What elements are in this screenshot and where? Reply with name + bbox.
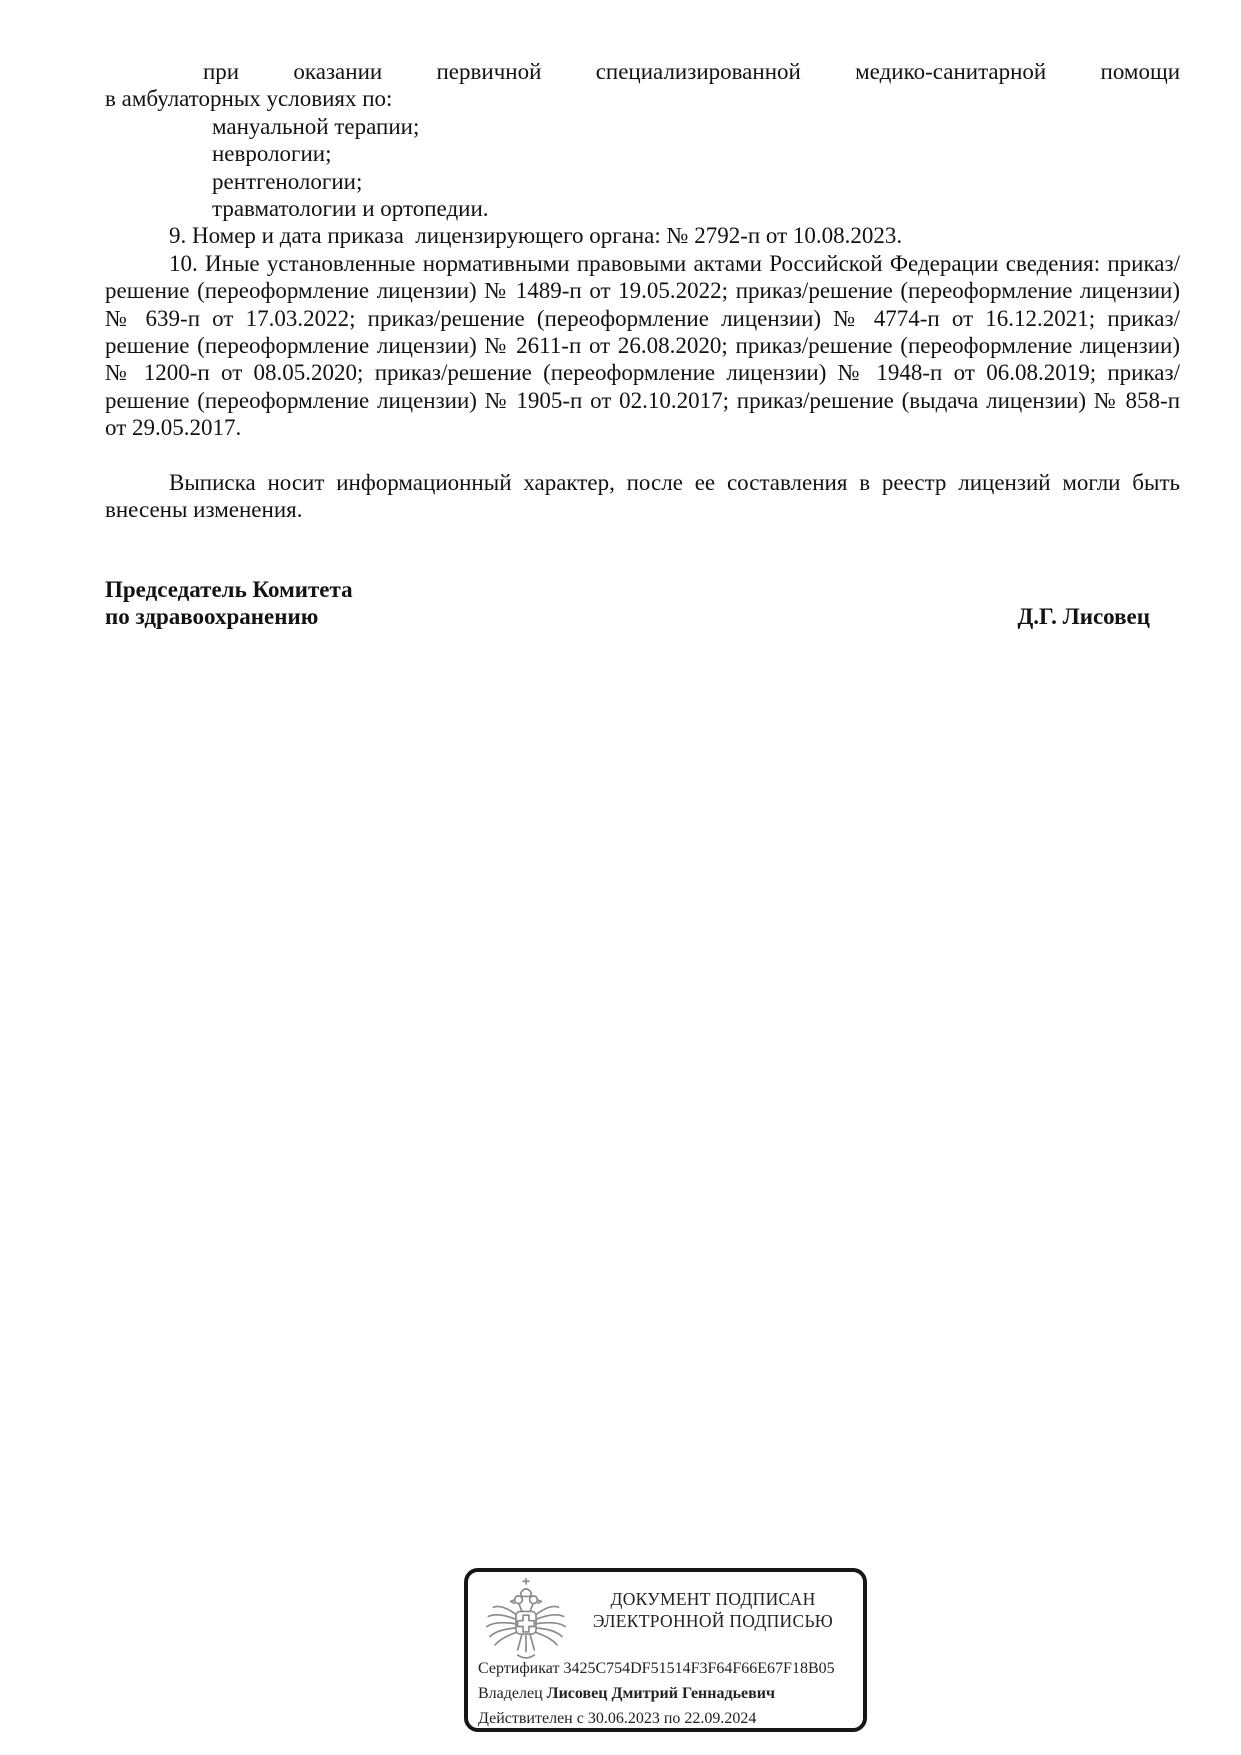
stamp-validity-line (478, 1706, 858, 1731)
validity-text: Действителен с 30.06.2023 по 22.09.2024 (478, 1710, 757, 1727)
specialty-list-item: травматологии и ортопедии. (212, 196, 489, 222)
digital-signature-stamp (464, 1568, 867, 1732)
stamp-title-line: ЭЛЕКТРОННОЙ ПОДПИСЬЮ (592, 1611, 834, 1631)
paragraph-continuation-line: в амбулаторных условиях по: (105, 86, 393, 112)
document-body (105, 58, 1180, 630)
paragraph-continuation-line: при оказании первичной специализированной медико-санитарной помощи (203, 59, 1180, 84)
stamp-certificate-line (478, 1656, 858, 1681)
stamp-owner-line (478, 1681, 858, 1706)
specialty-list-item: мануальной терапии; (212, 113, 420, 139)
paragraph-note: Выписка носит информационный характер, после ее составления в реестр лицензий могли быть внесены изменения. (105, 469, 1180, 523)
stamp-title (572, 1588, 854, 1632)
signature-block (105, 576, 1180, 631)
signature-position-line: Председатель Комитета (105, 576, 353, 602)
signature-position-line: по здравоохранению (105, 603, 319, 629)
certificate-value: 3425C754DF51514F3F64F66E67F18B05 (563, 1660, 835, 1677)
stamp-details (478, 1656, 858, 1731)
owner-name: Лисовец Дмитрий Геннадьевич (546, 1685, 776, 1702)
stamp-title-line: ДОКУМЕНТ ПОДПИСАН (610, 1589, 816, 1609)
paragraph-item-10: 10. Иные установленные нормативными правовыми актами Российской Федерации сведения: приказ/решение (переоформление лицензии) № 1489-п от 19.05.2022; приказ/решение (переоформление лицензии) № 639-п от 17.03.2022; приказ/решение (переоформление лицензии) № 4774-п от 16.12.2021; приказ/решение (переоформление лицензии) № 2611-п от 26.08.2020; приказ/решение (переоформление лицензии) № 1200-п от 08.05.2020; приказ/решение (переоформление лицензии) № 1948-п от 06.08.2019; приказ/решение (переоформление лицензии) № 1905-п от 02.10.2017; приказ/решение (выдача лицензии) № 858-п от 29.05.2017. (105, 250, 1180, 441)
certificate-label: Сертификат (478, 1660, 560, 1677)
signature-name: Д.Г. Лисовец (1017, 603, 1150, 629)
specialty-list-item: рентгенологии; (212, 168, 363, 194)
owner-label: Владелец (478, 1685, 543, 1702)
specialty-list-item: неврологии; (212, 141, 332, 167)
paragraph-item-9: 9. Номер и дата приказа лицензирующего органа: № 2792-п от 10.08.2023. (169, 223, 903, 249)
